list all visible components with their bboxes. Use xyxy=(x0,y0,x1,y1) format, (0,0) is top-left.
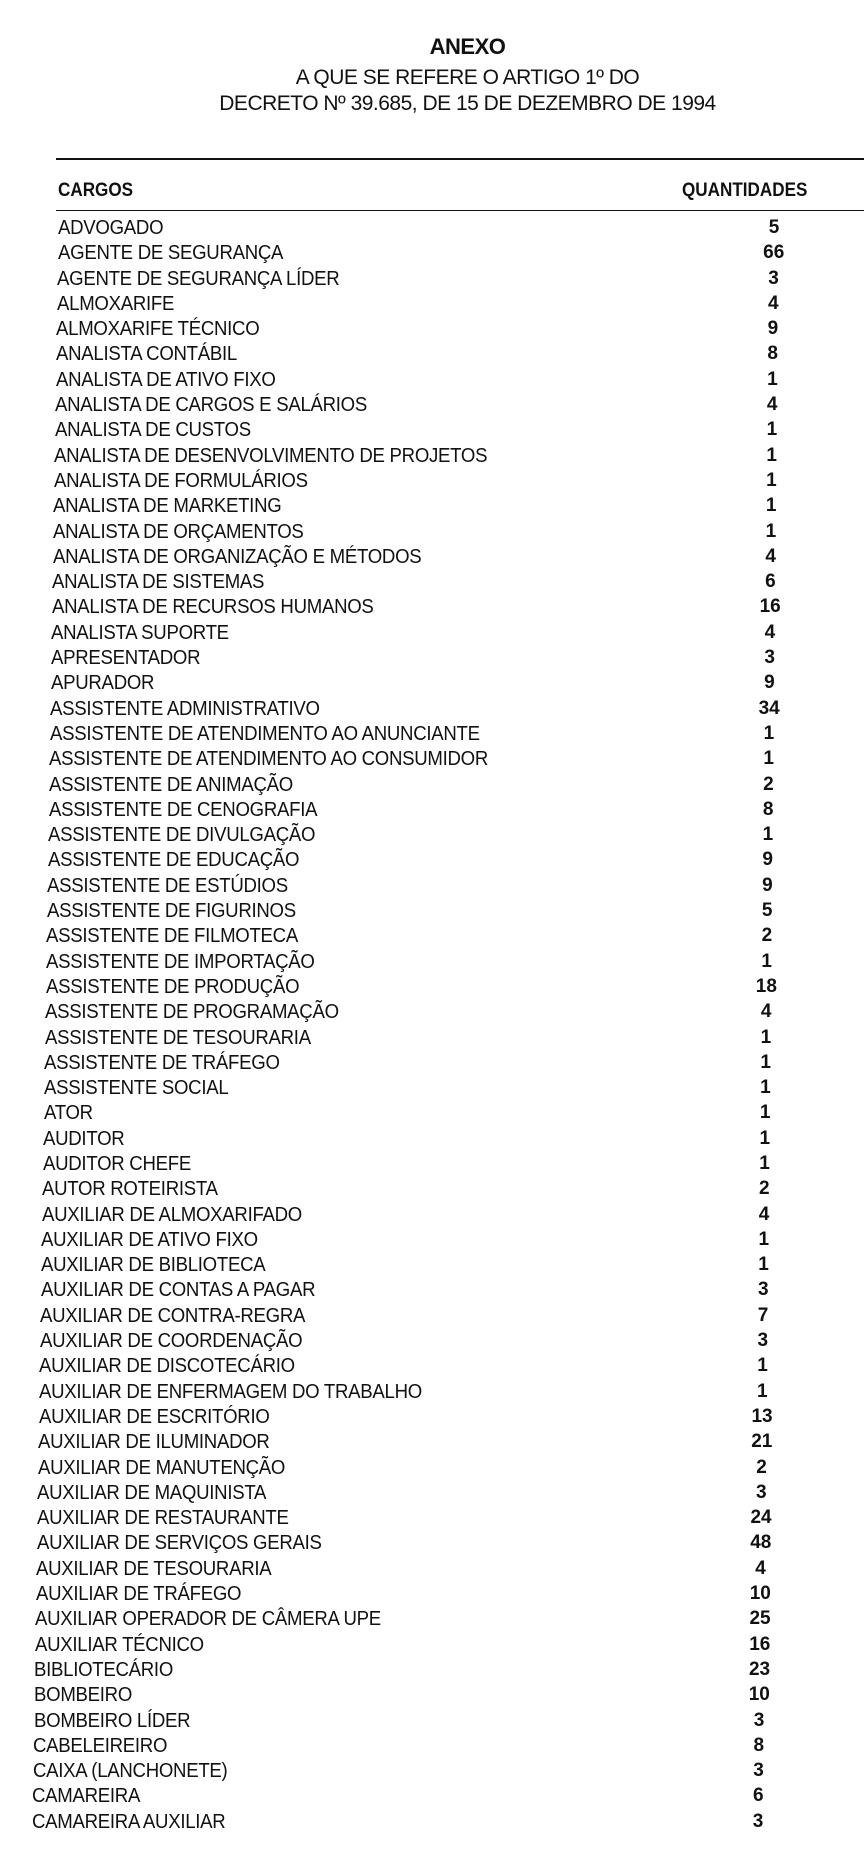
table-row xyxy=(0,1026,864,1051)
table-top-rule xyxy=(56,158,864,160)
cargo-quantity: 1 xyxy=(762,824,774,846)
cargo-name: AUDITOR CHEFE xyxy=(42,1152,191,1175)
cargo-quantity: 1 xyxy=(763,748,774,770)
table-row xyxy=(0,747,864,772)
table-row xyxy=(0,1076,864,1101)
cargo-quantity: 8 xyxy=(753,1734,765,1756)
table-row xyxy=(0,874,864,899)
cargo-quantity: 1 xyxy=(758,1228,770,1250)
cargo-name: ANALISTA DE ORGANIZAÇÃO E MÉTODOS xyxy=(52,545,422,568)
cargo-quantity: 10 xyxy=(749,1583,771,1605)
cargo-quantity: 2 xyxy=(763,773,774,795)
cargo-quantity: 1 xyxy=(763,722,775,744)
cargo-name: ANALISTA DE ORÇAMENTOS xyxy=(53,520,304,543)
cargo-quantity: 1 xyxy=(760,1077,771,1099)
cargo-name: APRESENTADOR xyxy=(50,647,201,670)
cargo-quantity: 34 xyxy=(758,697,780,719)
table-row xyxy=(0,950,864,975)
cargo-name: ANALISTA DE FORMULÁRIOS xyxy=(53,469,308,492)
table-row xyxy=(0,924,864,949)
cargo-name: ANALISTA DE CARGOS E SALÁRIOS xyxy=(55,394,368,417)
cargo-name: AUXILIAR DE CONTAS A PAGAR xyxy=(40,1279,315,1302)
cargo-quantity: 3 xyxy=(752,1810,764,1832)
cargo-quantity: 3 xyxy=(758,1279,769,1301)
table-row xyxy=(0,1506,864,1531)
cargos-table-body xyxy=(0,216,864,1835)
table-row xyxy=(0,1683,864,1708)
table-row xyxy=(0,342,864,367)
cargo-quantity: 1 xyxy=(767,368,778,390)
cargo-name: ALMOXARIFE TÉCNICO xyxy=(56,318,260,341)
table-row xyxy=(0,368,864,393)
table-row xyxy=(0,1531,864,1556)
table-row xyxy=(0,1152,864,1177)
cargo-name: AUXILIAR OPERADOR DE CÂMERA UPE xyxy=(35,1608,382,1631)
cargo-quantity: 3 xyxy=(753,1760,764,1782)
cargo-name: ANALISTA DE ATIVO FIXO xyxy=(55,368,276,391)
table-row xyxy=(0,722,864,747)
cargo-quantity: 1 xyxy=(766,469,777,491)
cargo-name: ASSISTENTE DE CENOGRAFIA xyxy=(48,798,317,821)
cargo-quantity: 24 xyxy=(750,1507,772,1529)
table-row xyxy=(0,1203,864,1228)
cargo-quantity: 5 xyxy=(761,900,773,922)
cargo-name: AUXILIAR DE ENFERMAGEM DO TRABALHO xyxy=(39,1380,422,1403)
table-row xyxy=(0,697,864,722)
cargo-name: ASSISTENTE ADMINISTRATIVO xyxy=(50,697,320,720)
cargo-quantity: 1 xyxy=(758,1254,769,1276)
cargo-quantity: 3 xyxy=(764,647,775,669)
table-row xyxy=(0,1278,864,1303)
cargo-name: AUXILIAR TÉCNICO xyxy=(34,1633,204,1656)
table-row xyxy=(0,1633,864,1658)
table-row xyxy=(0,1177,864,1202)
table-row xyxy=(0,267,864,292)
table-row xyxy=(0,1051,864,1076)
table-row xyxy=(0,570,864,595)
cargo-quantity: 9 xyxy=(762,849,773,871)
cargo-name: ASSISTENTE DE ATENDIMENTO AO ANUNCIANTE xyxy=(49,722,480,745)
cargo-quantity: 1 xyxy=(760,1051,771,1073)
cargo-quantity: 4 xyxy=(760,1001,772,1023)
table-row xyxy=(0,1000,864,1025)
table-row xyxy=(0,671,864,696)
cargo-name: AUXILIAR DE MAQUINISTA xyxy=(37,1481,267,1504)
cargo-quantity: 9 xyxy=(762,874,773,896)
table-row xyxy=(0,621,864,646)
cargo-quantity: 21 xyxy=(751,1431,773,1453)
cargo-name: AUXILIAR DE BIBLIOTECA xyxy=(41,1254,266,1277)
table-row xyxy=(0,418,864,443)
cargo-name: ASSISTENTE DE TESOURARIA xyxy=(44,1026,311,1049)
cargo-name: AUXILIAR DE ALMOXARIFADO xyxy=(41,1203,302,1226)
table-row xyxy=(0,1380,864,1405)
cargo-name: ANALISTA DE CUSTOS xyxy=(54,419,251,442)
table-row xyxy=(0,1456,864,1481)
table-row xyxy=(0,1304,864,1329)
table-row xyxy=(0,1253,864,1278)
cargo-name: AUXILIAR DE TRÁFEGO xyxy=(35,1583,241,1606)
cargo-quantity: 3 xyxy=(753,1709,765,1731)
table-row xyxy=(0,317,864,342)
table-row xyxy=(0,1582,864,1607)
cargo-name: ASSISTENTE DE TRÁFEGO xyxy=(44,1051,281,1074)
cargo-name: AUXILIAR DE DISCOTECÁRIO xyxy=(39,1355,296,1378)
cargo-quantity: 18 xyxy=(755,975,777,997)
cargo-quantity: 1 xyxy=(757,1380,768,1402)
cargo-name: ATOR xyxy=(43,1102,93,1125)
cargo-quantity: 1 xyxy=(765,520,777,542)
cargo-name: BOMBEIRO xyxy=(34,1684,133,1707)
cargo-name: AUXILIAR DE RESTAURANTE xyxy=(36,1507,289,1530)
cargo-quantity: 25 xyxy=(749,1608,771,1630)
cargo-name: APURADOR xyxy=(50,672,154,695)
cargo-quantity: 1 xyxy=(757,1355,768,1377)
cargo-name: ASSISTENTE SOCIAL xyxy=(43,1077,229,1100)
cargo-name: AUXILIAR DE TESOURARIA xyxy=(36,1557,272,1580)
cargo-name: ANALISTA DE MARKETING xyxy=(53,495,282,518)
cargo-name: ASSISTENTE DE PROGRAMAÇÃO xyxy=(45,1001,339,1024)
cargo-quantity: 9 xyxy=(767,318,779,340)
cargo-name: AUDITOR xyxy=(43,1127,125,1150)
cargo-quantity: 8 xyxy=(762,798,774,820)
cargo-name: ANALISTA SUPORTE xyxy=(51,621,230,644)
cargo-quantity: 9 xyxy=(764,672,775,694)
table-row xyxy=(0,1430,864,1455)
cargo-quantity: 5 xyxy=(768,217,780,238)
table-row xyxy=(0,1329,864,1354)
cargo-quantity: 2 xyxy=(756,1456,767,1478)
cargo-name: AUTOR ROTEIRISTA xyxy=(42,1178,219,1201)
cargo-quantity: 3 xyxy=(757,1330,769,1352)
table-row xyxy=(0,595,864,620)
table-row xyxy=(0,798,864,823)
cargo-quantity: 4 xyxy=(758,1203,770,1225)
cargo-quantity: 4 xyxy=(765,545,776,567)
cargo-quantity: 4 xyxy=(764,621,776,643)
column-header-cargos: CARGOS xyxy=(58,180,134,201)
document-title: ANEXO xyxy=(429,34,506,59)
table-row xyxy=(0,1607,864,1632)
cargo-name: AUXILIAR DE MANUTENÇÃO xyxy=(37,1456,285,1479)
cargo-quantity: 4 xyxy=(755,1557,766,1579)
cargo-name: ASSISTENTE DE IMPORTAÇÃO xyxy=(46,950,315,973)
cargo-name: BOMBEIRO LÍDER xyxy=(33,1709,190,1732)
cargo-name: AGENTE DE SEGURANÇA xyxy=(57,242,283,265)
cargo-name: ASSISTENTE DE ANIMAÇÃO xyxy=(48,773,293,796)
cargo-quantity: 3 xyxy=(756,1481,767,1503)
cargo-name: AUXILIAR DE COORDENAÇÃO xyxy=(39,1330,303,1353)
cargo-name: AGENTE DE SEGURANÇA LÍDER xyxy=(57,267,340,290)
cargo-name: ASSISTENTE DE DIVULGAÇÃO xyxy=(48,824,316,847)
cargo-quantity: 7 xyxy=(757,1304,769,1326)
cargo-name: ANALISTA CONTÁBIL xyxy=(55,343,237,366)
table-row xyxy=(0,1354,864,1379)
table-row xyxy=(0,899,864,924)
cargo-name: ANALISTA DE RECURSOS HUMANOS xyxy=(51,596,374,619)
cargo-quantity: 1 xyxy=(759,1102,771,1124)
cargo-quantity: 1 xyxy=(761,950,772,972)
cargo-name: ANALISTA DE DESENVOLVIMENTO DE PROJETOS xyxy=(54,444,488,467)
table-row xyxy=(0,1228,864,1253)
cargo-quantity: 2 xyxy=(759,1178,770,1200)
cargo-quantity: 16 xyxy=(759,596,781,618)
table-row xyxy=(0,520,864,545)
cargo-name: AUXILIAR DE SERVIÇOS GERAIS xyxy=(36,1532,322,1555)
cargo-name: ASSISTENTE DE FIGURINOS xyxy=(46,900,296,923)
document-subtitle-line-1: A QUE SE REFERE O ARTIGO 1º DO xyxy=(295,66,640,89)
table-row xyxy=(0,646,864,671)
table-row xyxy=(0,393,864,418)
cargo-quantity: 1 xyxy=(766,444,777,466)
cargo-quantity: 16 xyxy=(749,1633,771,1655)
table-row xyxy=(0,1557,864,1582)
cargo-quantity: 1 xyxy=(766,419,778,441)
cargo-name: AUXILIAR DE ILUMINADOR xyxy=(38,1431,270,1454)
table-row xyxy=(0,444,864,469)
cargo-quantity: 48 xyxy=(750,1532,772,1554)
cargo-quantity: 3 xyxy=(768,267,779,289)
table-header-rule xyxy=(56,210,864,211)
cargo-name: ASSISTENTE DE EDUCAÇÃO xyxy=(47,849,299,872)
cargo-name: CAMAREIRA xyxy=(32,1785,141,1808)
cargo-name: AUXILIAR DE CONTRA-REGRA xyxy=(40,1304,306,1327)
cargo-quantity: 1 xyxy=(760,1026,772,1048)
cargo-name: ASSISTENTE DE PRODUÇÃO xyxy=(45,975,299,998)
document-subtitle-line-2: DECRETO Nº 39.685, DE 15 DE DEZEMBRO DE 1994 xyxy=(219,92,716,115)
table-row xyxy=(0,1658,864,1683)
table-row xyxy=(0,1481,864,1506)
cargo-quantity: 8 xyxy=(767,343,778,365)
column-header-quantidades: QUANTIDADES xyxy=(682,180,808,201)
table-row xyxy=(0,1101,864,1126)
cargo-quantity: 1 xyxy=(765,495,777,517)
cargo-name: BIBLIOTECÁRIO xyxy=(34,1658,174,1681)
cargo-name: ADVOGADO xyxy=(58,217,164,239)
table-row xyxy=(0,823,864,848)
cargo-name: ALMOXARIFE xyxy=(56,292,174,315)
table-row xyxy=(0,1709,864,1734)
cargo-name: AUXILIAR DE ATIVO FIXO xyxy=(41,1228,259,1251)
table-row xyxy=(0,216,864,241)
table-row xyxy=(0,1759,864,1784)
cargo-quantity: 66 xyxy=(763,242,785,264)
cargo-quantity: 6 xyxy=(765,571,776,593)
cargo-name: AUXILIAR DE ESCRITÓRIO xyxy=(38,1405,270,1428)
cargo-quantity: 23 xyxy=(748,1658,771,1680)
table-row xyxy=(0,494,864,519)
table-row xyxy=(0,1784,864,1809)
cargo-name: ASSISTENTE DE ATENDIMENTO AO CONSUMIDOR xyxy=(49,748,489,771)
table-row xyxy=(0,469,864,494)
table-row xyxy=(0,975,864,1000)
table-row xyxy=(0,1734,864,1759)
cargo-name: CAIXA (LANCHONETE) xyxy=(32,1760,228,1783)
table-row xyxy=(0,1810,864,1835)
table-row xyxy=(0,1127,864,1152)
table-row xyxy=(0,241,864,266)
table-row xyxy=(0,1405,864,1430)
cargo-quantity: 6 xyxy=(752,1785,764,1807)
cargo-quantity: 4 xyxy=(767,292,779,314)
cargo-name: CABELEIREIRO xyxy=(33,1734,168,1757)
cargo-quantity: 13 xyxy=(751,1405,773,1427)
cargo-quantity: 1 xyxy=(759,1127,771,1149)
table-row xyxy=(0,848,864,873)
cargo-quantity: 10 xyxy=(748,1684,770,1706)
cargo-name: ASSISTENTE DE FILMOTECA xyxy=(46,925,299,948)
table-row xyxy=(0,545,864,570)
cargo-name: CAMAREIRA AUXILIAR xyxy=(32,1810,226,1833)
cargo-quantity: 2 xyxy=(761,925,773,947)
table-row xyxy=(0,773,864,798)
cargo-quantity: 1 xyxy=(759,1152,770,1174)
table-row xyxy=(0,292,864,317)
cargo-name: ASSISTENTE DE ESTÚDIOS xyxy=(47,874,289,897)
cargo-quantity: 4 xyxy=(766,394,778,416)
cargo-name: ANALISTA DE SISTEMAS xyxy=(52,571,265,594)
